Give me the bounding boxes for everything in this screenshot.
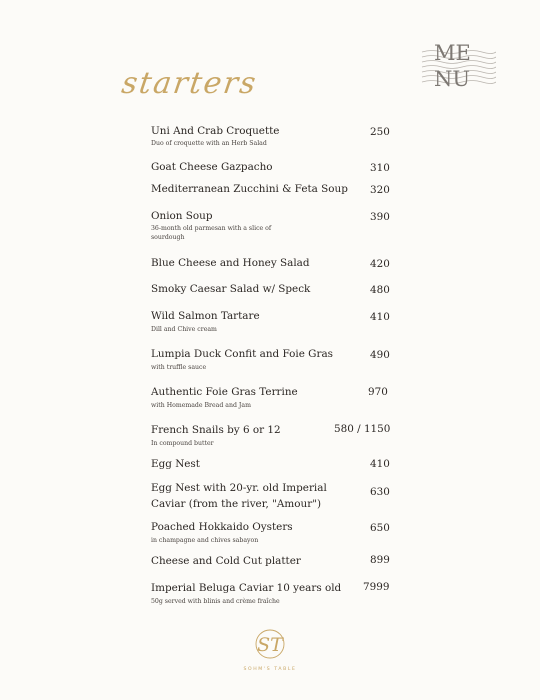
item-price: 580 / 1150 (334, 423, 391, 435)
section-title: starters (119, 66, 260, 101)
item-name: Wild Salmon Tartare (151, 310, 260, 322)
item-name: Uni And Crab Croquette (151, 125, 280, 137)
brand-name: SOHM'S TABLE (243, 667, 297, 672)
item-price: 250 (370, 126, 390, 138)
item-desc: with truffle sauce (151, 364, 207, 371)
item-name: Smoky Caesar Salad w/ Speck (151, 283, 311, 295)
item-name: Authentic Foie Gras Terrine (151, 386, 298, 398)
item-desc: Duo of croquette with an Herb Salad (151, 140, 267, 147)
item-price: 970 (368, 386, 388, 398)
item-name: Goat Cheese Gazpacho (151, 161, 273, 173)
item-price: 650 (370, 522, 390, 534)
item-name: Mediterranean Zucchini & Feta Soup (151, 183, 348, 195)
item-desc: Dill and Chive cream (151, 326, 217, 333)
item-desc: with Homemade Bread and Jam (151, 402, 251, 409)
item-name: Egg Nest with 20-yr. old Imperial (151, 482, 327, 494)
item-name-line2: Caviar (from the river, "Amour") (151, 498, 322, 510)
menu-logo-line2: NU (434, 67, 471, 91)
item-name: Lumpia Duck Confit and Foie Gras (151, 348, 333, 360)
item-name: Blue Cheese and Honey Salad (151, 257, 310, 269)
item-price: 480 (370, 284, 390, 296)
item-price: 7999 (363, 581, 390, 593)
item-desc: 50g served with blinis and crème fraîche (151, 598, 280, 605)
item-price: 420 (370, 258, 390, 270)
item-price: 310 (370, 162, 390, 174)
menu-logo-line1: ME (434, 41, 471, 65)
item-price: 390 (370, 211, 390, 223)
item-name: Cheese and Cold Cut platter (151, 555, 301, 567)
item-desc: in champagne and chives sabayon (151, 537, 259, 544)
item-name: Imperial Beluga Caviar 10 years old (151, 582, 342, 594)
item-name: French Snails by 6 or 12 (151, 424, 281, 436)
item-price: 490 (370, 349, 390, 361)
item-price: 410 (370, 458, 390, 470)
item-desc-line2: sourdough (151, 234, 185, 241)
brand-monogram: ST (257, 634, 283, 656)
item-price: 630 (370, 486, 390, 498)
menu-wave-icon (420, 38, 496, 94)
item-name: Egg Nest (151, 458, 200, 470)
item-price: 899 (370, 554, 390, 566)
item-desc: In compound butter (151, 440, 214, 447)
item-price: 320 (370, 184, 390, 196)
item-desc: 36-month old parmesan with a slice of (151, 225, 272, 232)
menu-logo (420, 38, 496, 94)
item-price: 410 (370, 311, 390, 323)
monogram-icon (248, 622, 292, 666)
item-name: Poached Hokkaido Oysters (151, 521, 293, 533)
item-name: Onion Soup (151, 210, 213, 222)
brand-logo (248, 622, 292, 666)
